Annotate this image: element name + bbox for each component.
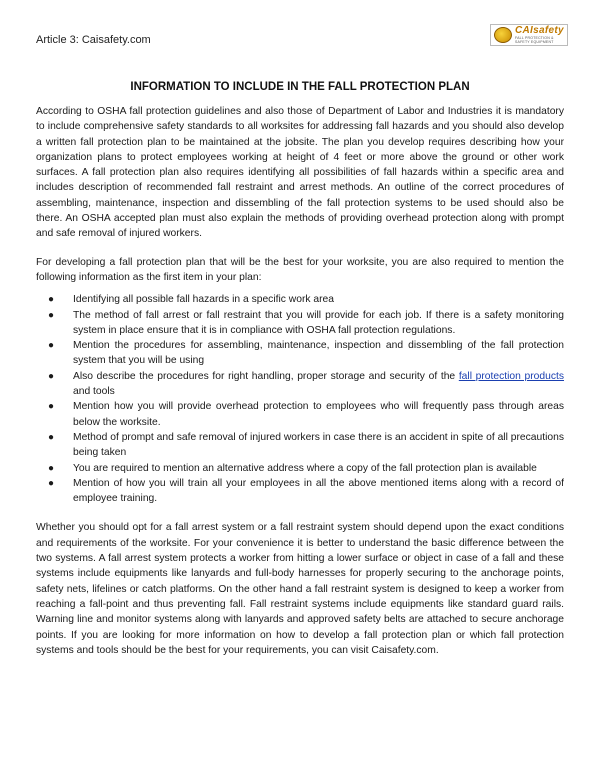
bullet-icon: ● — [48, 431, 55, 443]
list-item: ● Mention how you will provide overhead protection to employees who will frequently pass through areas below the worksite. — [48, 401, 564, 428]
bullet-icon: ● — [48, 401, 55, 413]
intro-paragraph: According to OSHA fall protection guidelines and also those of Department of Labor and Industries it is mandatory to include comprehensive safety standards to all worksites for addressing fall hazards and you should also develop a written fall protection plan to be maintained at the jobsite. The plan you develop requires describing how your organization plans to protect employees working at height of 4 feet or more above the ground or other work surfaces. A fall protection plan also requires identifying all possibilities of fall hazards within a specific area and includes description of recommended fall restraint and arrest methods. An outline of the correct procedures of assembling, maintenance, inspection and dissembling of the fall protection systems to be used should also be there. An OSHA accepted plan must also explain the methods of providing overhead protection along with prompt and safe removal of injured workers. — [36, 106, 564, 240]
bullet-icon: ● — [48, 340, 55, 352]
list-item: ● You are required to mention an alternative address where a copy of the fall protection plan is available — [36, 461, 564, 476]
caisafety-logo — [490, 24, 568, 46]
logo-emblem-icon — [494, 27, 512, 43]
list-item: ● The method of fall arrest or fall restraint that you will provide for each job. If there is a safety monitoring system in place ensure that it is in compliance with OSHA fall protection regulations. — [48, 309, 564, 336]
list-item: ● Mention the procedures for assembling, maintenance, inspection and dissembling of the fall protection system that you will be using — [48, 340, 564, 367]
logo-text — [515, 26, 564, 44]
bullet-icon: ● — [48, 370, 55, 382]
article-label: Article 3: Caisafety.com — [36, 34, 151, 46]
bullet-icon: ● — [48, 462, 55, 474]
logo-word: CAIsafety — [515, 25, 564, 36]
bullet-icon: ● — [48, 309, 55, 321]
list-item: ● Also describe the procedures for right handling, proper storage and security of the fall protection products and tools — [48, 370, 564, 398]
arrest-vs-restraint-paragraph: Whether you should opt for a fall arrest system or a fall restraint system should depend upon the exact conditions and requirements of the worksite. For your convenience it is better to understand the basic difference between the two systems. A fall arrest system protects a worker from hitting a lower surface or object in case of a fall and these systems include equipments like lanyards and full-body harnesses for properly securing to the anchorage points, safety nets, lifelines or catch platforms. On the other hand a fall restraint system is designed to keep a worker from reaching a fall-point and thus preventing fall. Fall restraint systems include equipments like standard guard rails. Warning line and monitor systems along with lanyards and approved safety belts are attached to secure anchorage points. If you are looking for more information on how to develop a fall protection plan or which fall protection systems and tools should be the best for your requirements, you can visit Caisafety.com. — [36, 522, 564, 656]
list-item: ● Method of prompt and safe removal of injured workers in case there is an accident in spite of all precautions being taken — [48, 431, 564, 459]
plan-requirements-paragraph: For developing a fall protection plan that will be the best for your worksite, you are also required to mention the following information as the first item in your plan: — [36, 256, 564, 283]
list-item: ● Mention of how you will train all your employees in all the above mentioned items along with a record of employee training. — [48, 477, 564, 505]
requirements-list — [36, 292, 564, 506]
fall-protection-products-link[interactable]: fall protection products — [458, 370, 564, 382]
logo-tagline: FALL PROTECTION & SAFETY EQUIPMENT — [515, 36, 554, 44]
document-title: INFORMATION TO INCLUDE IN THE FALL PROTECTION PLAN — [130, 81, 470, 93]
document-body — [36, 104, 564, 658]
bullet-icon: ● — [48, 294, 55, 306]
list-item: ● Identifying all possible fall hazards in a specific work area — [36, 292, 564, 307]
bullet-icon: ● — [48, 477, 55, 489]
